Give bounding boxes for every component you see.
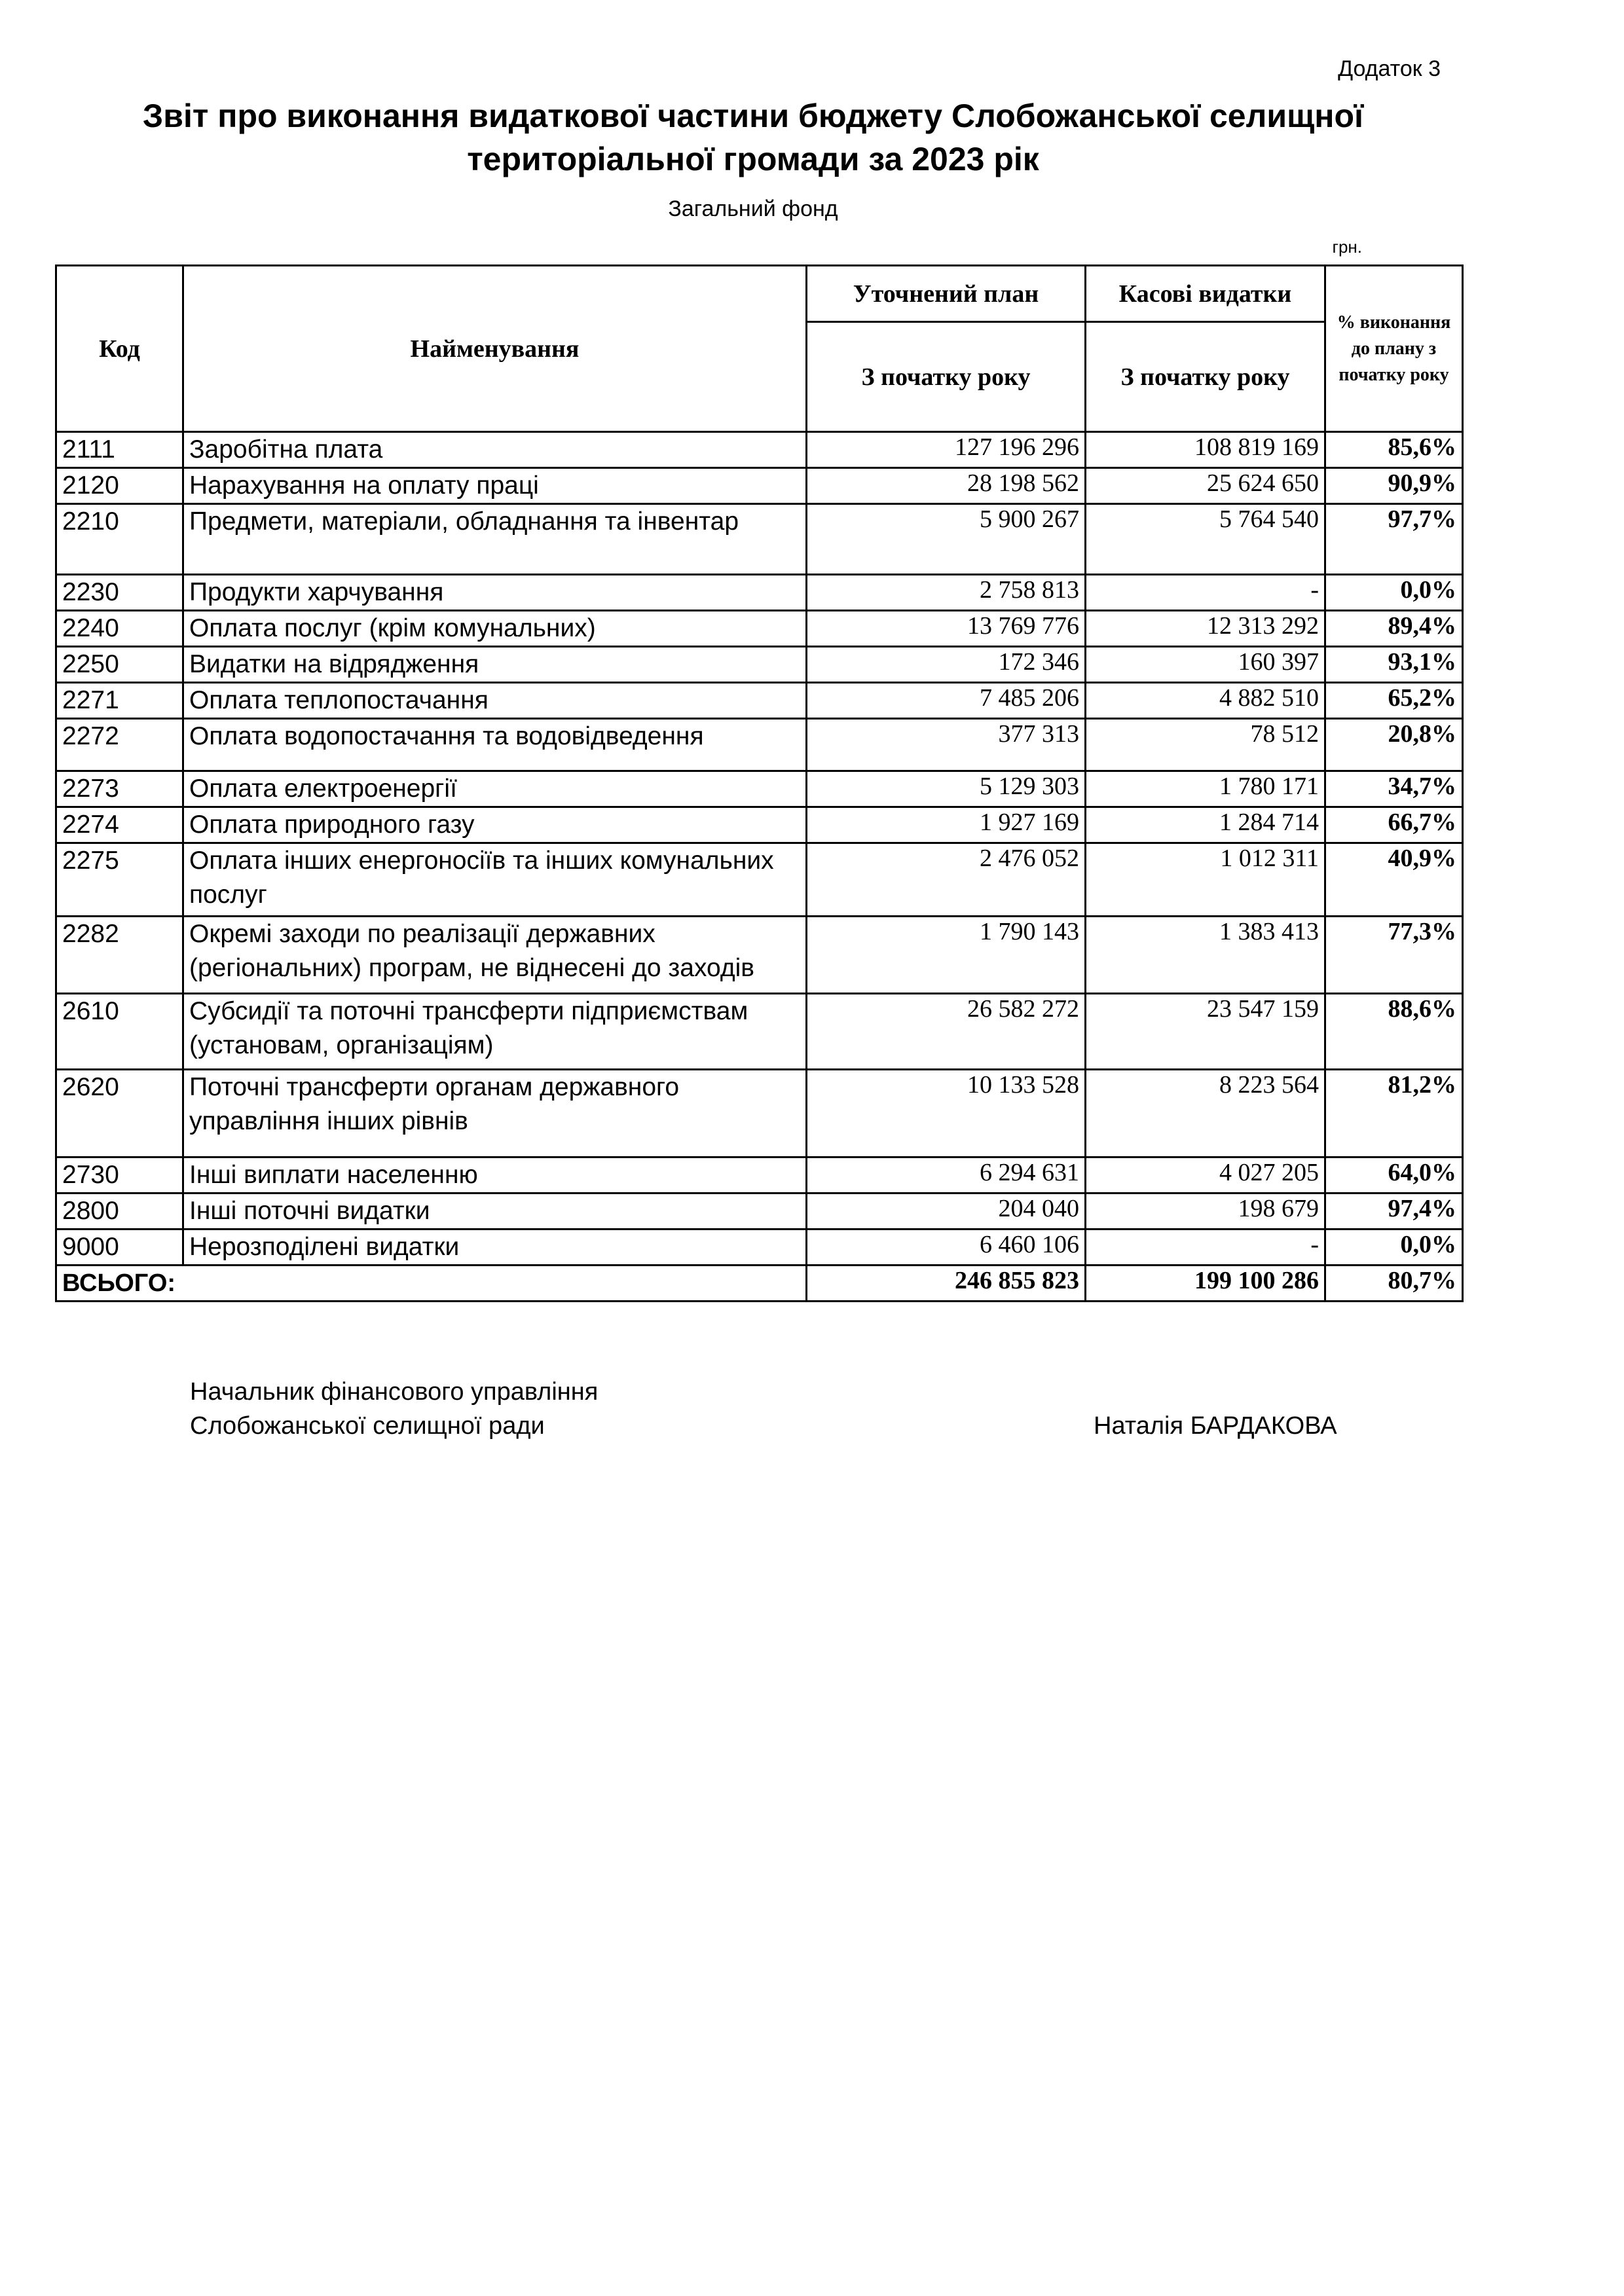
currency-unit: грн. <box>1332 237 1362 257</box>
row-cash: 12 313 292 <box>1086 611 1325 647</box>
row-percent: 88,6% <box>1325 994 1463 1070</box>
row-name: Оплата послуг (крім комунальних) <box>183 611 807 647</box>
table-row <box>56 504 1463 575</box>
position-line-1: Начальник фінансового управління <box>190 1378 599 1406</box>
row-name: Продукти харчування <box>183 575 807 611</box>
header-code: Код <box>56 266 183 432</box>
row-name: Окремі заходи по реалізації державних (регіональних) програм, не віднесені до заходів <box>183 917 807 994</box>
row-code: 9000 <box>56 1230 183 1266</box>
row-plan: 26 582 272 <box>807 994 1086 1070</box>
row-cash: - <box>1086 1230 1325 1266</box>
row-cash: 8 223 564 <box>1086 1070 1325 1157</box>
row-cash: 5 764 540 <box>1086 504 1325 575</box>
row-name: Оплата водопостачання та водовідведення <box>183 719 807 771</box>
row-cash: 4 027 205 <box>1086 1157 1325 1194</box>
row-percent: 89,4% <box>1325 611 1463 647</box>
row-cash: 4 882 510 <box>1086 683 1325 719</box>
position-line-2: Слобожанської селищної ради <box>190 1412 545 1440</box>
row-cash: 23 547 159 <box>1086 994 1325 1070</box>
table-row <box>56 1157 1463 1194</box>
row-code: 2610 <box>56 994 183 1070</box>
row-code: 2274 <box>56 807 183 843</box>
row-name: Предмети, матеріали, обладнання та інвентар <box>183 504 807 575</box>
row-code: 2275 <box>56 843 183 917</box>
total-row <box>56 1266 1463 1302</box>
total-label: ВСЬОГО: <box>56 1266 807 1302</box>
row-plan: 6 294 631 <box>807 1157 1086 1194</box>
row-percent: 0,0% <box>1325 1230 1463 1266</box>
header-percent: % виконання до плану з початку року <box>1325 266 1463 432</box>
row-code: 2210 <box>56 504 183 575</box>
row-name: Оплата інших енергоносіїв та інших комунальних послуг <box>183 843 807 917</box>
table-row <box>56 719 1463 771</box>
row-cash: 1 780 171 <box>1086 771 1325 807</box>
title-line-1: Звіт про виконання видаткової частини бюджету Слобожанської селищної <box>142 98 1364 134</box>
row-plan: 172 346 <box>807 647 1086 683</box>
row-cash: 1 012 311 <box>1086 843 1325 917</box>
row-name: Заробітна плата <box>183 432 807 468</box>
table-row <box>56 647 1463 683</box>
row-percent: 65,2% <box>1325 683 1463 719</box>
row-plan: 6 460 106 <box>807 1230 1086 1266</box>
signatory-name: Наталія БАРДАКОВА <box>1094 1412 1337 1440</box>
row-plan: 28 198 562 <box>807 468 1086 504</box>
row-plan: 7 485 206 <box>807 683 1086 719</box>
row-code: 2730 <box>56 1157 183 1194</box>
row-percent: 90,9% <box>1325 468 1463 504</box>
row-cash: 198 679 <box>1086 1194 1325 1230</box>
report-title <box>26 94 1480 181</box>
row-code: 2250 <box>56 647 183 683</box>
row-plan: 2 758 813 <box>807 575 1086 611</box>
row-cash: 1 284 714 <box>1086 807 1325 843</box>
row-code: 2271 <box>56 683 183 719</box>
row-plan: 5 900 267 <box>807 504 1086 575</box>
row-percent: 85,6% <box>1325 432 1463 468</box>
table-row <box>56 771 1463 807</box>
row-plan: 5 129 303 <box>807 771 1086 807</box>
header-cash: Касові видатки <box>1086 266 1325 322</box>
row-code: 2282 <box>56 917 183 994</box>
row-cash: 108 819 169 <box>1086 432 1325 468</box>
subheader-cash: З початку року <box>1086 322 1325 432</box>
row-percent: 97,4% <box>1325 1194 1463 1230</box>
appendix-label: Додаток 3 <box>1338 56 1441 81</box>
row-plan: 1 927 169 <box>807 807 1086 843</box>
row-plan: 10 133 528 <box>807 1070 1086 1157</box>
row-cash: - <box>1086 575 1325 611</box>
row-code: 2111 <box>56 432 183 468</box>
total-plan: 246 855 823 <box>807 1266 1086 1302</box>
table-row <box>56 1070 1463 1157</box>
row-code: 2240 <box>56 611 183 647</box>
row-percent: 20,8% <box>1325 719 1463 771</box>
row-name: Оплата електроенергії <box>183 771 807 807</box>
row-cash: 160 397 <box>1086 647 1325 683</box>
row-code: 2620 <box>56 1070 183 1157</box>
row-name: Видатки на відрядження <box>183 647 807 683</box>
row-code: 2273 <box>56 771 183 807</box>
row-name: Оплата природного газу <box>183 807 807 843</box>
fund-label: Загальний фонд <box>668 196 838 221</box>
total-percent: 80,7% <box>1325 1266 1463 1302</box>
signatory-position <box>190 1375 598 1443</box>
row-code: 2800 <box>56 1194 183 1230</box>
row-percent: 64,0% <box>1325 1157 1463 1194</box>
row-name: Поточні трансферти органам державного управління інших рівнів <box>183 1070 807 1157</box>
table-row <box>56 807 1463 843</box>
row-name: Нарахування на оплату праці <box>183 468 807 504</box>
table-row <box>56 1230 1463 1266</box>
row-code: 2230 <box>56 575 183 611</box>
row-plan: 127 196 296 <box>807 432 1086 468</box>
table-row <box>56 575 1463 611</box>
row-code: 2272 <box>56 719 183 771</box>
table-row <box>56 468 1463 504</box>
row-percent: 34,7% <box>1325 771 1463 807</box>
row-cash: 78 512 <box>1086 719 1325 771</box>
row-percent: 66,7% <box>1325 807 1463 843</box>
row-name: Субсидії та поточні трансферти підприємствам (установам, організаціям) <box>183 994 807 1070</box>
row-plan: 204 040 <box>807 1194 1086 1230</box>
total-cash: 199 100 286 <box>1086 1266 1325 1302</box>
row-name: Інші виплати населенню <box>183 1157 807 1194</box>
row-plan: 2 476 052 <box>807 843 1086 917</box>
row-percent: 93,1% <box>1325 647 1463 683</box>
table-row <box>56 917 1463 994</box>
table-row <box>56 994 1463 1070</box>
budget-table <box>55 264 1464 1302</box>
table-row <box>56 432 1463 468</box>
row-name: Оплата теплопостачання <box>183 683 807 719</box>
row-name: Інші поточні видатки <box>183 1194 807 1230</box>
row-name: Нерозподілені видатки <box>183 1230 807 1266</box>
row-percent: 97,7% <box>1325 504 1463 575</box>
row-plan: 13 769 776 <box>807 611 1086 647</box>
table-row <box>56 611 1463 647</box>
row-percent: 77,3% <box>1325 917 1463 994</box>
header-plan: Уточнений план <box>807 266 1086 322</box>
table-row <box>56 1194 1463 1230</box>
row-percent: 40,9% <box>1325 843 1463 917</box>
header-name: Найменування <box>183 266 807 432</box>
table-row <box>56 683 1463 719</box>
title-line-2: територіальної громади за 2023 рік <box>467 141 1039 177</box>
row-cash: 1 383 413 <box>1086 917 1325 994</box>
row-plan: 377 313 <box>807 719 1086 771</box>
row-plan: 1 790 143 <box>807 917 1086 994</box>
row-percent: 0,0% <box>1325 575 1463 611</box>
table-row <box>56 843 1463 917</box>
row-percent: 81,2% <box>1325 1070 1463 1157</box>
row-cash: 25 624 650 <box>1086 468 1325 504</box>
subheader-plan: З початку року <box>807 322 1086 432</box>
row-code: 2120 <box>56 468 183 504</box>
